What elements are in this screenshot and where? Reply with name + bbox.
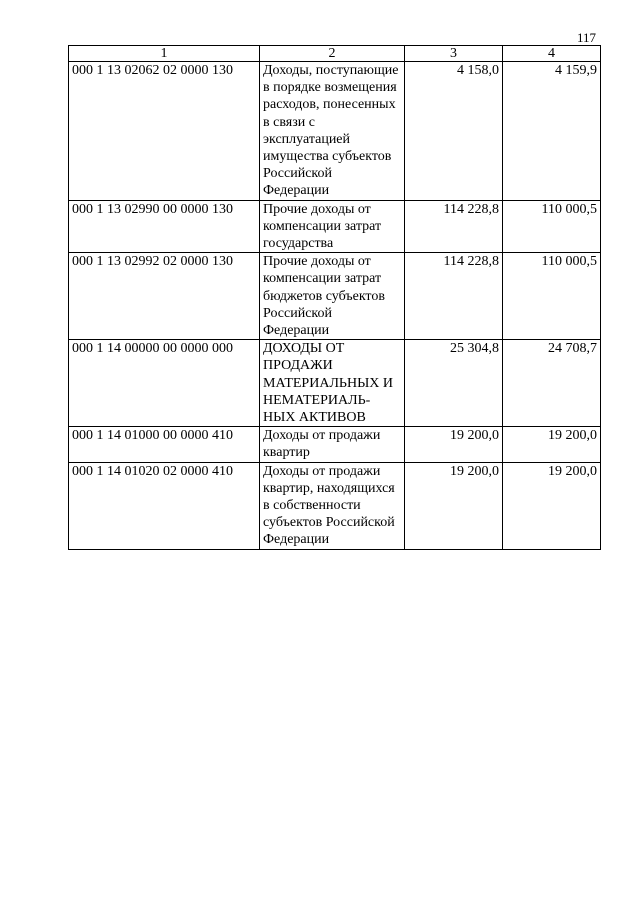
revenue-name: Прочие доходы от компенсации затрат государства <box>260 200 405 253</box>
amount-col3: 19 200,0 <box>405 462 503 549</box>
revenue-name: Прочие доходы от компенсации затрат бюджетов субъектов Российской Федерации <box>260 253 405 340</box>
budget-revenue-table <box>68 45 601 550</box>
column-header-3: 3 <box>405 46 503 62</box>
amount-col4: 19 200,0 <box>503 427 601 462</box>
amount-col3: 25 304,8 <box>405 340 503 427</box>
classification-code: 000 1 14 01020 02 0000 410 <box>69 462 260 549</box>
table-row <box>69 62 601 201</box>
amount-col4: 110 000,5 <box>503 253 601 340</box>
amount-col4: 110 000,5 <box>503 200 601 253</box>
table-row <box>69 200 601 253</box>
revenue-name: Доходы, поступающие в порядке возмещения расходов, понесенных в связи с эксплуатацией имущества субъектов Российской Федерации <box>260 62 405 201</box>
classification-code: 000 1 13 02990 00 0000 130 <box>69 200 260 253</box>
table-row <box>69 340 601 427</box>
classification-code: 000 1 13 02062 02 0000 130 <box>69 62 260 201</box>
amount-col4: 4 159,9 <box>503 62 601 201</box>
table-row <box>69 427 601 462</box>
revenue-name: Доходы от продажи квартир, находящихся в собственности субъектов Российской Федерации <box>260 462 405 549</box>
table-row <box>69 253 601 340</box>
table-row <box>69 462 601 549</box>
table-header-row <box>69 46 601 62</box>
classification-code: 000 1 14 01000 00 0000 410 <box>69 427 260 462</box>
amount-col3: 4 158,0 <box>405 62 503 201</box>
amount-col4: 24 708,7 <box>503 340 601 427</box>
revenue-name: ДОХОДЫ ОТ ПРОДАЖИ МАТЕРИАЛЬНЫХ И НЕМАТЕРИАЛЬ-НЫХ АКТИВОВ <box>260 340 405 427</box>
amount-col3: 114 228,8 <box>405 200 503 253</box>
column-header-2: 2 <box>260 46 405 62</box>
amount-col4: 19 200,0 <box>503 462 601 549</box>
classification-code: 000 1 13 02992 02 0000 130 <box>69 253 260 340</box>
amount-col3: 114 228,8 <box>405 253 503 340</box>
page-number: 117 <box>576 30 596 45</box>
column-header-4: 4 <box>503 46 601 62</box>
amount-col3: 19 200,0 <box>405 427 503 462</box>
revenue-name: Доходы от продажи квартир <box>260 427 405 462</box>
classification-code: 000 1 14 00000 00 0000 000 <box>69 340 260 427</box>
column-header-1: 1 <box>69 46 260 62</box>
